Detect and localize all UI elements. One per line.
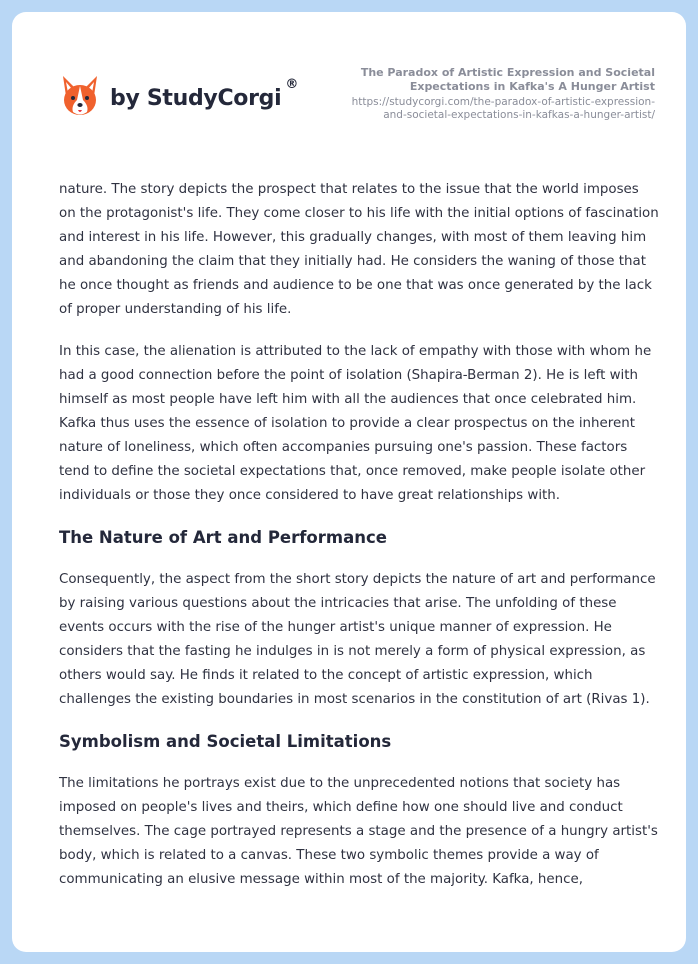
section-heading: Symbolism and Societal Limitations [59,732,392,751]
corgi-icon [60,74,100,118]
document-url-line-2[interactable]: and-societal-expectations-in-kafkas-a-hunger-artist/ [383,109,655,121]
document-page [12,12,686,952]
registered-mark: ® [285,76,299,92]
paragraph: Consequently, the aspect from the short story depicts the nature of art and performance by raising various questions about the intricacies that arise. The unfolding of these events occurs with the rise of the hunger artist's unique manner of expression. He considers that the fasting he indulges in is not merely a form of physical expression, as others would say. He finds it related to the concept of artistic expression, which challenges the existing boundaries in most scenarios in the constitution of art (Rivas 1). [59,572,656,707]
document-url[interactable] [335,96,655,122]
document-url-line-1[interactable]: https://studycorgi.com/the-paradox-of-artistic-expression- [351,96,655,108]
document-title: The Paradox of Artistic Expression and Societal Expectations in Kafka's A Hunger Artist [360,66,655,93]
paragraph: In this case, the alienation is attributed to the lack of empathy with those with whom he had a good connection before the point of isolation (Shapira-Berman 2). He is left with himself as most people have left him with all the audiences that once celebrated him. Kafka thus uses the essence of isolation to provide a clear prospectus on the inherent nature of loneliness, which often accompanies pursuing one's passion. These factors tend to define the societal expectations that, once removed, make people isolate other individuals or those they once considered to have great relationships with. [59,344,652,503]
paragraph: The limitations he portrays exist due to the unprecedented notions that society has imposed on people's lives and theirs, which define how one should live and conduct themselves. The cage portrayed represents a stage and the presence of a hungry artist's body, which is related to a canvas. These two symbolic themes provide a way of communicating an elusive message within most of the majority. Kafka, hence, [59,776,658,887]
section-heading: The Nature of Art and Performance [59,528,387,547]
essay-body [59,178,659,910]
brand-name: by StudyCorgi [110,85,282,111]
studycorgi-logo[interactable] [60,74,298,118]
document-meta [335,66,655,122]
paragraph: nature. The story depicts the prospect that relates to the issue that the world imposes on the protagonist's life. They come closer to his life with the initial options of fascination and interest in his life. However, this gradually changes, with most of them leaving him and abandoning the claim that they initially had. He considers the waning of those that he once thought as friends and audience to be one that was once generated by the lack of proper understanding of his life. [59,182,659,317]
page-header [12,12,686,162]
